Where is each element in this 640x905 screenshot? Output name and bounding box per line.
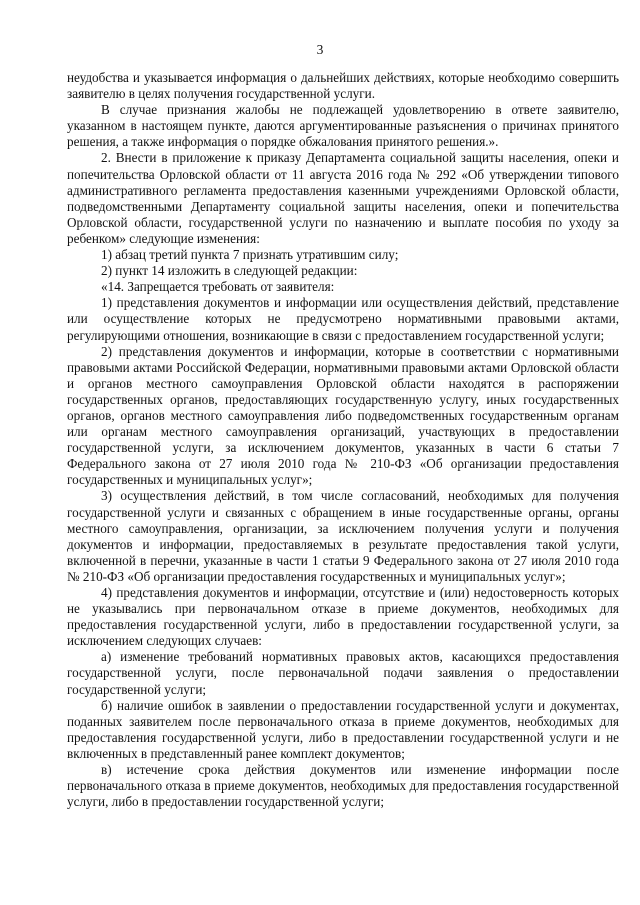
paragraph: 2. Внести в приложение к приказу Департамента социальной защиты населения, опеки и попечительства Орловской области от 11 августа 2016 года № 292 «Об утверждении типового административного регламента предоставления казенными учреждениями Орловской области, подведомственными Департаменту социальной защиты населения, опеки и попечительства Орловской области, государственной услуги по назначению и выплате пособия по уходу за ребенком» следующие изменения: bbox=[67, 150, 619, 246]
paragraph: 3) осуществления действий, в том числе согласований, необходимых для получения государственной услуги и связанных с обращением в иные государственные органы, органы местного самоуправления, организации, за исключением получения услуги и получения документов и информации, предоставляемых в результате предоставления такой услуги, включенной в перечни, указанные в части 1 статьи 9 Федерального закона от 27 июля 2010 года № 210-ФЗ «Об организации предоставления государственных и муниципальных услуг»; bbox=[67, 488, 619, 584]
paragraph: 2) представления документов и информации, которые в соответствии с нормативными правовыми актами Российской Федерации, нормативными правовыми актами Орловской области и органов местного самоуправления Орловской области находятся в распоряжении государственных органов, предоставляющих государственную услугу, иных государственных органов, органов местного самоуправления либо подведомственных государственным органам или органам местного самоуправления организаций, участвующих в предоставлении государственной услуги, за исключением документов, указанных в части 6 статьи 7 Федерального закона от 27 июля 2010 года № 210-ФЗ «Об организации предоставления государственных и муниципальных услуг»; bbox=[67, 343, 619, 488]
paragraph: неудобства и указывается информация о дальнейших действиях, которые необходимо совершить заявителю в целях получения государственной услуги. bbox=[67, 70, 619, 102]
paragraph: 1) абзац третий пункта 7 признать утратившим силу; bbox=[101, 247, 399, 263]
paragraph: «14. Запрещается требовать от заявителя: bbox=[101, 279, 335, 295]
page-number: 3 bbox=[316, 42, 324, 57]
paragraph: в) истечение срока действия документов или изменение информации после первоначального отказа в приеме документов, необходимых для предоставления государственной услуги, либо в предоставлении государственной услуги; bbox=[67, 762, 619, 810]
paragraph: 2) пункт 14 изложить в следующей редакции: bbox=[101, 263, 358, 279]
paragraph: 1) представления документов и информации или осуществления действий, представление или осуществление которых не предусмотрено нормативными правовыми актами, регулирующими отношения, возникающие в связи с предоставлением государственной услуги; bbox=[67, 295, 619, 343]
paragraph: 4) представления документов и информации, отсутствие и (или) недостоверность которых не указывались при первоначальном отказе в приеме документов, необходимых для предоставления государственной услуги, либо в предоставлении государственной услуги, за исключением следующих случаев: bbox=[67, 585, 619, 649]
paragraph: В случае признания жалобы не подлежащей удовлетворению в ответе заявителю, указанном в настоящем пункте, даются аргументированные разъяснения о причинах принятого решения, а также информация о порядке обжалования принятого решения.». bbox=[67, 102, 619, 150]
paragraph: б) наличие ошибок в заявлении о предоставлении государственной услуги и документах, поданных заявителем после первоначального отказа в приеме документов, необходимых для предоставления государственной услуги, либо в предоставлении государственной услуги и не включенных в представленный ранее комплект документов; bbox=[67, 697, 619, 761]
paragraph: а) изменение требований нормативных правовых актов, касающихся предоставления государственной услуги, после первоначальной подачи заявления о предоставлении государственной услуги; bbox=[67, 649, 619, 697]
document-body bbox=[67, 70, 619, 810]
